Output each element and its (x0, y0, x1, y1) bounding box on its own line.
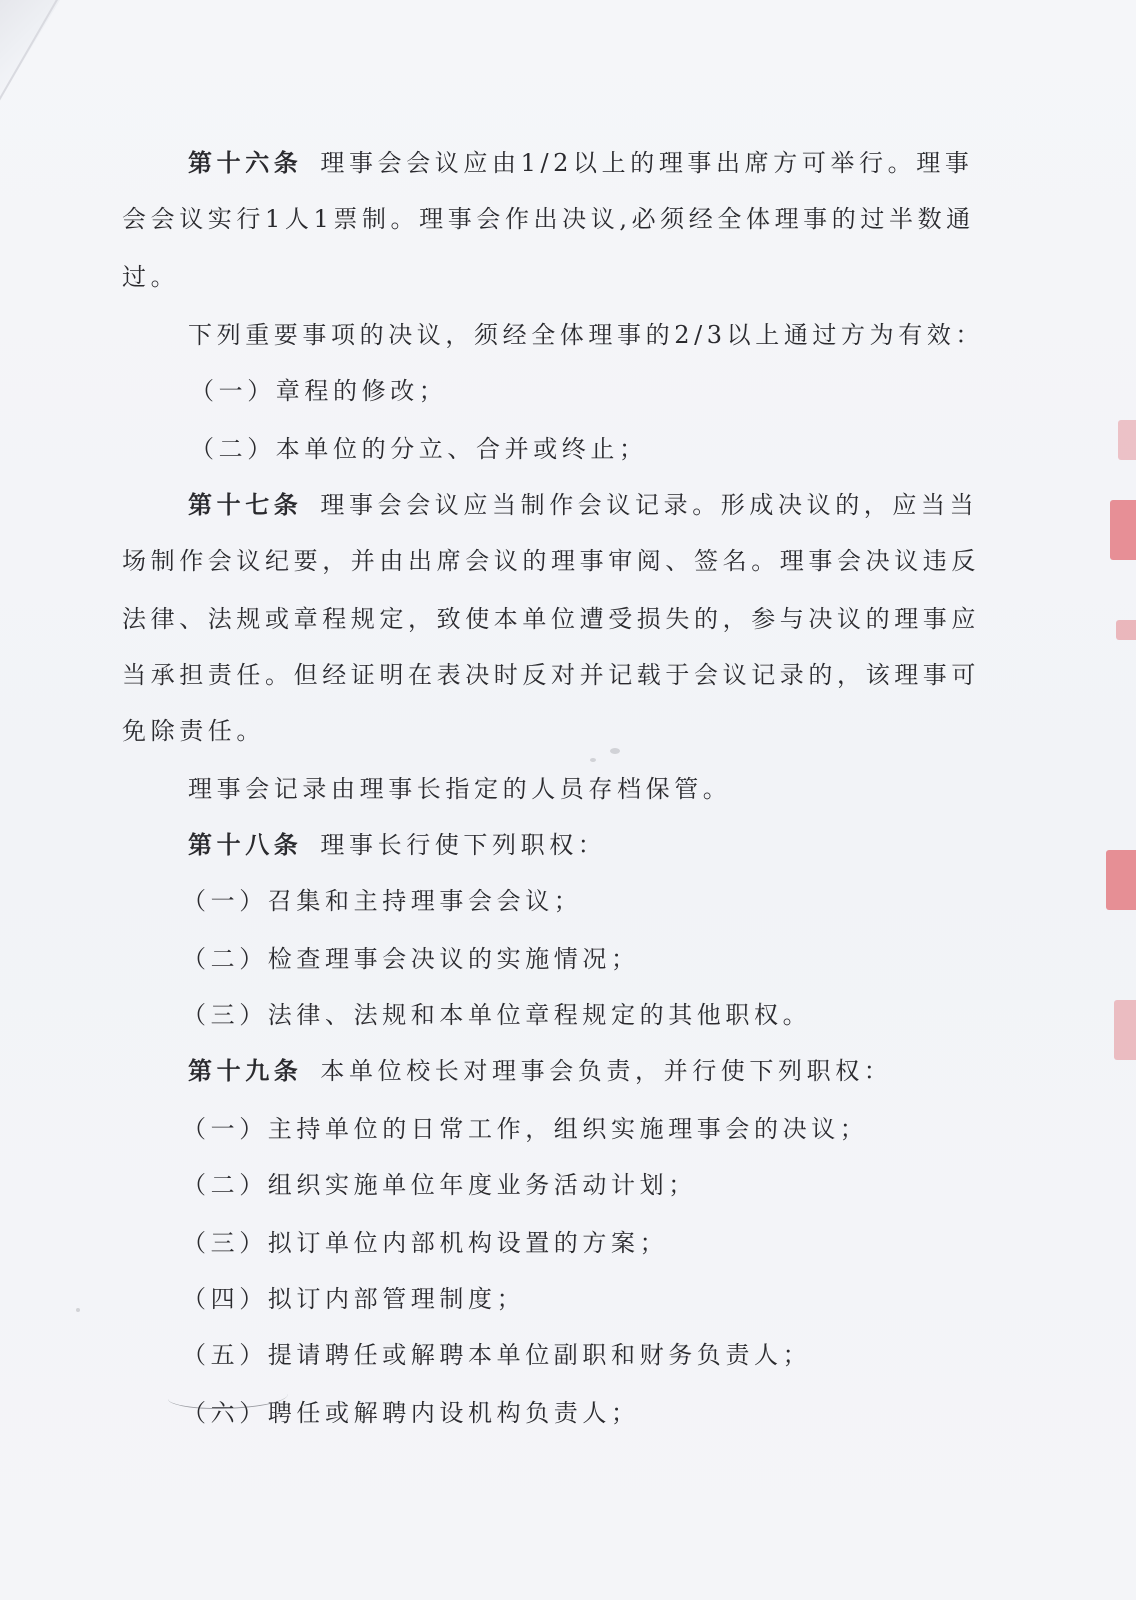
article-19-item-6: （六）聘任或解聘内设机构负责人； (182, 1399, 640, 1427)
article-19-item-1: （一）主持单位的日常工作，组织实施理事会的决议； (182, 1115, 869, 1143)
article-17-line-6: 理事会记录由理事长指定的人员存档保管。 (188, 775, 732, 803)
article-16-item-2: （二）本单位的分立、合并或终止； (190, 435, 648, 463)
article-17-line-5: 免除责任。 (122, 717, 265, 745)
seal-fragment-5 (1114, 1000, 1136, 1060)
scan-smudge (610, 748, 620, 754)
seal-fragment-2 (1110, 500, 1136, 560)
article-17-line-1: 第十七条 理事会会议应当制作会议记录。形成决议的，应当当 (188, 490, 979, 519)
article-16-line-2: 会会议实行1人1票制。理事会作出决议,必须经全体理事的过半数通 (122, 205, 975, 233)
article-18-item-1: （一）召集和主持理事会会议； (182, 887, 583, 915)
article-16-line-4: 下列重要事项的决议，须经全体理事的2/3以上通过方为有效： (188, 321, 985, 349)
seal-fragment-4 (1106, 850, 1136, 910)
article-19-item-5: （五）提请聘任或解聘本单位副职和财务负责人； (182, 1341, 812, 1369)
article-heading: 第十九条 (188, 1056, 303, 1085)
article-heading: 第十七条 (188, 490, 303, 519)
article-19-item-3: （三）拟订单位内部机构设置的方案； (182, 1229, 669, 1257)
article-18-item-3: （三）法律、法规和本单位章程规定的其他职权。 (182, 1001, 812, 1029)
seal-fragment-1 (1118, 420, 1136, 460)
article-17-line-2: 场制作会议纪要，并由出席会议的理事审阅、签名。理事会决议违反 (122, 547, 980, 575)
article-16-item-1: （一）章程的修改； (190, 377, 448, 405)
article-heading: 第十六条 (188, 148, 303, 177)
scan-smudge (76, 1308, 80, 1312)
article-heading: 第十八条 (188, 830, 303, 859)
article-16-line-3: 过。 (122, 263, 180, 291)
scan-smudge (590, 758, 596, 762)
article-16-line-1: 第十六条 理事会会议应由1/2以上的理事出席方可举行。理事 (188, 148, 974, 177)
article-17-line-3: 法律、法规或章程规定，致使本单位遭受损失的，参与决议的理事应 (122, 605, 980, 633)
article-19-item-2: （二）组织实施单位年度业务活动计划； (182, 1171, 697, 1199)
seal-fragment-3 (1116, 620, 1136, 640)
article-18-item-2: （二）检查理事会决议的实施情况； (182, 945, 640, 973)
article-19-line-1: 第十九条 本单位校长对理事会负责，并行使下列职权： (188, 1056, 893, 1085)
article-19-item-4: （四）拟订内部管理制度； (182, 1285, 526, 1313)
article-18-line-1: 第十八条 理事长行使下列职权： (188, 830, 607, 859)
article-17-line-4: 当承担责任。但经证明在表决时反对并记载于会议记录的，该理事可 (122, 661, 980, 689)
